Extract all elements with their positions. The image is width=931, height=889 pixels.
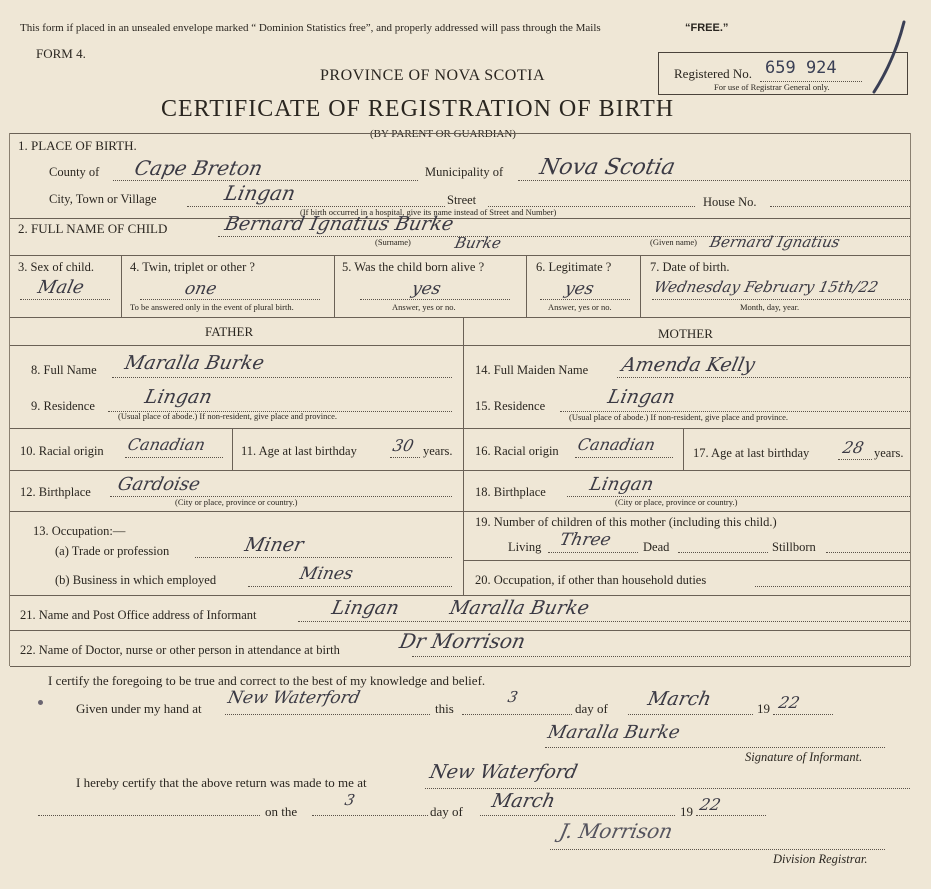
date-of-birth-value: Wednesday February 15th/22	[652, 278, 880, 296]
registered-number: 659 924	[765, 58, 837, 78]
page-subtitle: (BY PARENT OR GUARDIAN)	[370, 128, 516, 140]
registrar-year-prefix: 19	[680, 804, 693, 819]
doctor-label: 22. Name of Doctor, nurse or other person in attendance at birth	[20, 643, 340, 657]
mother-name-value: Amenda Kelly	[619, 354, 758, 376]
children-count-label: 19. Number of children of this mother (including this child.)	[475, 515, 777, 529]
registrar-year-value: 22	[698, 795, 723, 814]
date-of-birth-label: 7. Date of birth.	[650, 260, 730, 274]
twin-label: 4. Twin, triplet or other ?	[130, 260, 255, 274]
surname-note: (Surname)	[375, 237, 411, 247]
alive-label: 5. Was the child born alive ?	[342, 260, 485, 274]
given-year-value: 22	[777, 693, 802, 712]
child-name-value: Bernard Ignatius Burke	[222, 213, 456, 235]
father-age-label: 11. Age at last birthday	[241, 444, 357, 458]
father-residence-value: Lingan	[142, 386, 215, 408]
mother-age-value: 28	[841, 438, 866, 457]
mother-racial-origin-label: 16. Racial origin	[475, 444, 559, 458]
mother-birthplace-value: Lingan	[587, 474, 656, 495]
place-of-birth-label: 1. PLACE OF BIRTH.	[18, 138, 137, 153]
father-residence-label: 9. Residence	[31, 399, 95, 413]
mother-birthplace-note: (City or place, province or country.)	[615, 497, 738, 507]
father-birthplace-value: Gardoise	[115, 474, 203, 495]
registered-label: Registered No.	[674, 66, 752, 81]
registrar-day-label: day of	[430, 804, 463, 819]
municipality-label: Municipality of	[425, 165, 504, 179]
father-racial-origin-label: 10. Racial origin	[20, 444, 104, 458]
father-age-unit: years.	[423, 444, 453, 458]
given-day-value: 3	[506, 688, 520, 706]
free-notice: “FREE.”	[685, 22, 729, 34]
registrar-statement: I hereby certify that the above return was made to me at	[76, 775, 367, 790]
surname-value: Burke	[453, 234, 503, 252]
father-name-label: 8. Full Name	[31, 363, 97, 377]
mother-birthplace-label: 18. Birthplace	[475, 485, 546, 499]
child-name-label: 2. FULL NAME OF CHILD	[18, 221, 168, 236]
sex-value: Male	[35, 277, 86, 298]
father-name-value: Maralla Burke	[122, 352, 267, 374]
informant-signature-label: Signature of Informant.	[745, 750, 863, 764]
given-day-label: day of	[575, 701, 608, 716]
date-of-birth-note: Month, day, year.	[740, 302, 800, 312]
mother-residence-value: Lingan	[605, 386, 678, 408]
business-value: Mines	[297, 564, 355, 584]
informant-place-value: Lingan	[329, 597, 402, 619]
mother-age-unit: years.	[874, 446, 904, 460]
city-label: City, Town or Village	[49, 192, 157, 206]
given-place-value: New Waterford	[225, 688, 362, 708]
alive-note: Answer, yes or no.	[392, 302, 456, 312]
living-label: Living	[508, 540, 542, 554]
given-name-note: (Given name)	[650, 237, 697, 247]
given-name-value: Bernard Ignatius	[708, 233, 842, 251]
father-birthplace-note: (City or place, province or country.)	[175, 497, 298, 507]
stillborn-label: Stillborn	[772, 540, 816, 554]
mother-racial-origin-value: Canadian	[576, 435, 657, 454]
informant-name-value: Maralla Burke	[447, 597, 592, 619]
mother-name-label: 14. Full Maiden Name	[475, 363, 589, 377]
province-heading: PROVINCE OF NOVA SCOTIA	[320, 67, 546, 84]
given-month-value: March	[645, 688, 714, 710]
doctor-value: Dr Morrison	[397, 629, 528, 653]
city-value: Lingan	[222, 181, 298, 205]
registrar-month-value: March	[489, 790, 558, 812]
twin-note: To be answered only in the event of plural birth.	[130, 302, 294, 312]
hospital-note: (If birth occurred in a hospital, give its name instead of Street and Number)	[300, 207, 557, 217]
municipality-value: Nova Scotia	[537, 155, 678, 180]
mother-occupation-label: 20. Occupation, if other than household duties	[475, 573, 707, 587]
given-under-label: Given under my hand at	[76, 701, 202, 716]
county-label: County of	[49, 165, 100, 179]
given-year-prefix: 19	[757, 701, 770, 716]
informant-certification: I certify the foregoing to be true and correct to the best of my knowledge and belief.	[48, 673, 486, 688]
registrar-signature-value: J. Morrison	[557, 819, 675, 843]
father-birthplace-label: 12. Birthplace	[20, 485, 91, 499]
alive-value: yes	[409, 279, 443, 299]
legitimate-value: yes	[562, 279, 596, 299]
mother-heading: MOTHER	[658, 326, 713, 341]
pen-stroke-mark	[862, 18, 912, 96]
father-racial-origin-value: Canadian	[126, 435, 207, 454]
living-value: Three	[557, 530, 613, 550]
father-residence-note: (Usual place of abode.) If non-resident, give place and province.	[118, 411, 338, 421]
registrar-signature-label: Division Registrar.	[773, 852, 868, 866]
house-number-label: House No.	[703, 195, 757, 209]
mother-age-label: 17. Age at last birthday	[693, 446, 810, 460]
ink-dot	[38, 700, 43, 705]
twin-value: one	[182, 279, 219, 299]
registrar-place-value: New Waterford	[427, 761, 580, 783]
registrar-on-label: on the	[265, 804, 298, 819]
father-heading: FATHER	[205, 324, 254, 339]
registrar-day-value: 3	[343, 791, 357, 809]
mailing-notice: This form if placed in an unsealed envelope marked “ Dominion Statistics free”, and properly addressed will pass through the Mails	[20, 22, 601, 34]
informant-label: 21. Name and Post Office address of Informant	[20, 608, 257, 622]
mother-residence-note: (Usual place of abode.) If non-resident, give place and province.	[569, 412, 789, 422]
father-age-value: 30	[391, 436, 416, 455]
trade-value: Miner	[242, 534, 306, 556]
page-title: CERTIFICATE OF REGISTRATION OF BIRTH	[161, 96, 675, 122]
trade-label: (a) Trade or profession	[55, 544, 170, 558]
informant-signature-value: Maralla Burke	[545, 722, 682, 743]
street-label: Street	[447, 193, 477, 207]
registrar-note: For use of Registrar General only.	[714, 82, 830, 92]
sex-label: 3. Sex of child.	[18, 260, 95, 274]
legitimate-label: 6. Legitimate ?	[536, 260, 612, 274]
form-number: FORM 4.	[36, 46, 86, 61]
this-label: this	[435, 701, 454, 716]
legitimate-note: Answer, yes or no.	[548, 302, 612, 312]
dead-label: Dead	[643, 540, 670, 554]
father-occupation-label: 13. Occupation:—	[33, 524, 126, 538]
mother-residence-label: 15. Residence	[475, 399, 546, 413]
county-value: Cape Breton	[132, 156, 265, 180]
business-label: (b) Business in which employed	[55, 573, 217, 587]
